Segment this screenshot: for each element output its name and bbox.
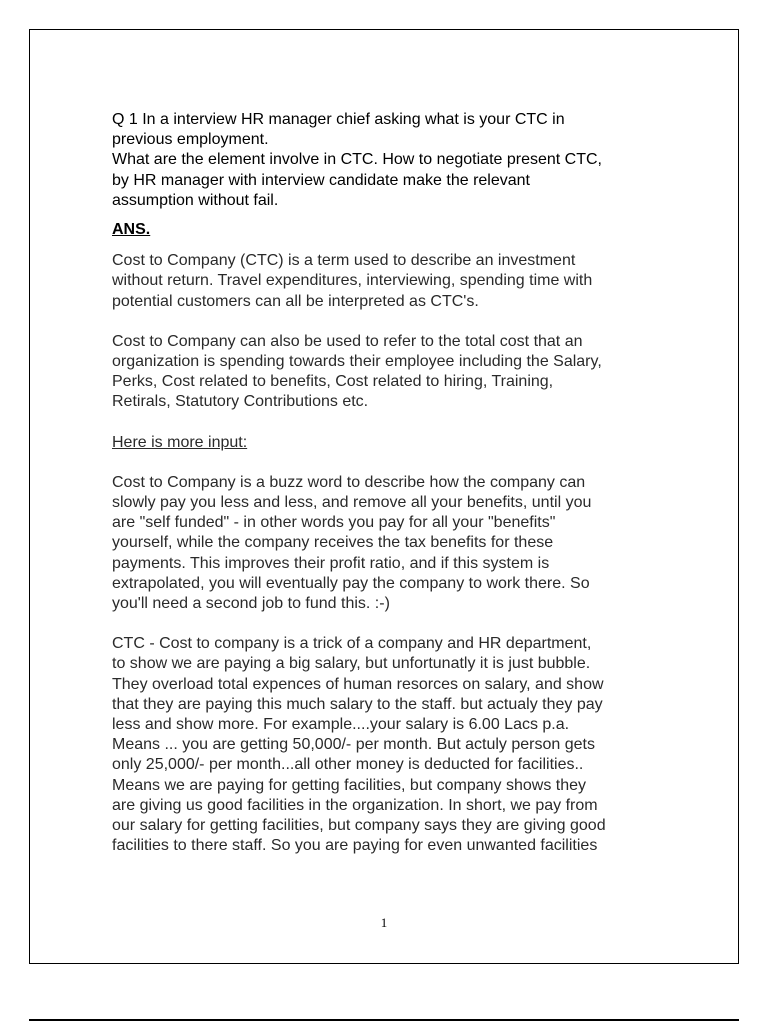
paragraph-total-cost — [112, 332, 712, 413]
paragraph-line: Cost to Company (CTC) is a term used to describe an investment — [112, 252, 576, 270]
paragraph-line: less and show more. For example....your salary is 6.00 Lacs p.a. — [112, 716, 570, 734]
paragraph-line: without return. Travel expenditures, interviewing, spending time with — [112, 272, 593, 290]
next-page-top-border — [29, 1019, 739, 1021]
paragraph-line: potential customers can all be interpreted as CTC's. — [112, 292, 479, 310]
paragraph-line: only 25,000/- per month...all other money is deducted for facilities.. — [112, 756, 584, 774]
paragraph-line: organization is spending towards their employee including the Salary, — [112, 353, 602, 371]
page-number: 1 — [380, 915, 388, 930]
paragraph-line: extrapolated, you will eventually pay the company to work there. So — [112, 574, 590, 592]
paragraph-line: to show we are paying a big salary, but unfortunatly it is just bubble. — [112, 655, 591, 673]
paragraph-line: facilities to there staff. So you are paying for even unwanted facilities — [112, 837, 598, 855]
question-text — [112, 110, 712, 211]
paragraph-line: are "self funded" - in other words you pay for all your "benefits" — [112, 514, 556, 532]
paragraph-buzz-word — [112, 473, 712, 614]
paragraph-line: CTC - Cost to company is a trick of a company and HR department, — [112, 635, 592, 653]
paragraph-line: Retirals, Statutory Contributions etc. — [112, 393, 369, 411]
paragraph-line: are giving us good facilities in the organization. In short, we pay from — [112, 796, 598, 814]
paragraph-line: slowly pay you less and less, and remove all your benefits, until you — [112, 494, 592, 512]
paragraph-line: you'll need a second job to fund this. :-) — [112, 595, 390, 613]
paragraph-line: They overload total expences of human resorces on salary, and show — [112, 675, 604, 693]
paragraph-line: Cost to Company can also be used to refer to the total cost that an — [112, 332, 583, 350]
question-line: previous employment. — [112, 131, 269, 149]
paragraph-line: yourself, while the company receives the tax benefits for these — [112, 534, 554, 552]
page-content — [112, 110, 712, 857]
paragraph-line: Means ... you are getting 50,000/- per month. But actuly person gets — [112, 736, 595, 754]
answer-heading: ANS. — [112, 221, 151, 239]
more-input-heading: Here is more input: — [112, 433, 248, 451]
paragraph-line: Means we are paying for getting facilities, but company shows they — [112, 776, 587, 794]
paragraph-line: our salary for getting facilities, but company says they are giving good — [112, 817, 606, 835]
paragraph-line: payments. This improves their profit ratio, and if this system is — [112, 554, 550, 572]
paragraph-ctc-definition — [112, 251, 712, 312]
question-line: by HR manager with interview candidate make the relevant — [112, 171, 530, 189]
question-line: assumption without fail. — [112, 191, 279, 209]
paragraph-line: that they are paying this much salary to the staff. but actualy they pay — [112, 695, 603, 713]
paragraph-line: Perks, Cost related to benefits, Cost related to hiring, Training, — [112, 373, 554, 391]
question-line: Q 1 In a interview HR manager chief asking what is your CTC in — [112, 111, 565, 128]
paragraph-ctc-trick — [112, 634, 712, 856]
question-line: What are the element involve in CTC. How to negotiate present CTC, — [112, 151, 602, 169]
paragraph-line: Cost to Company is a buzz word to describe how the company can — [112, 473, 586, 491]
